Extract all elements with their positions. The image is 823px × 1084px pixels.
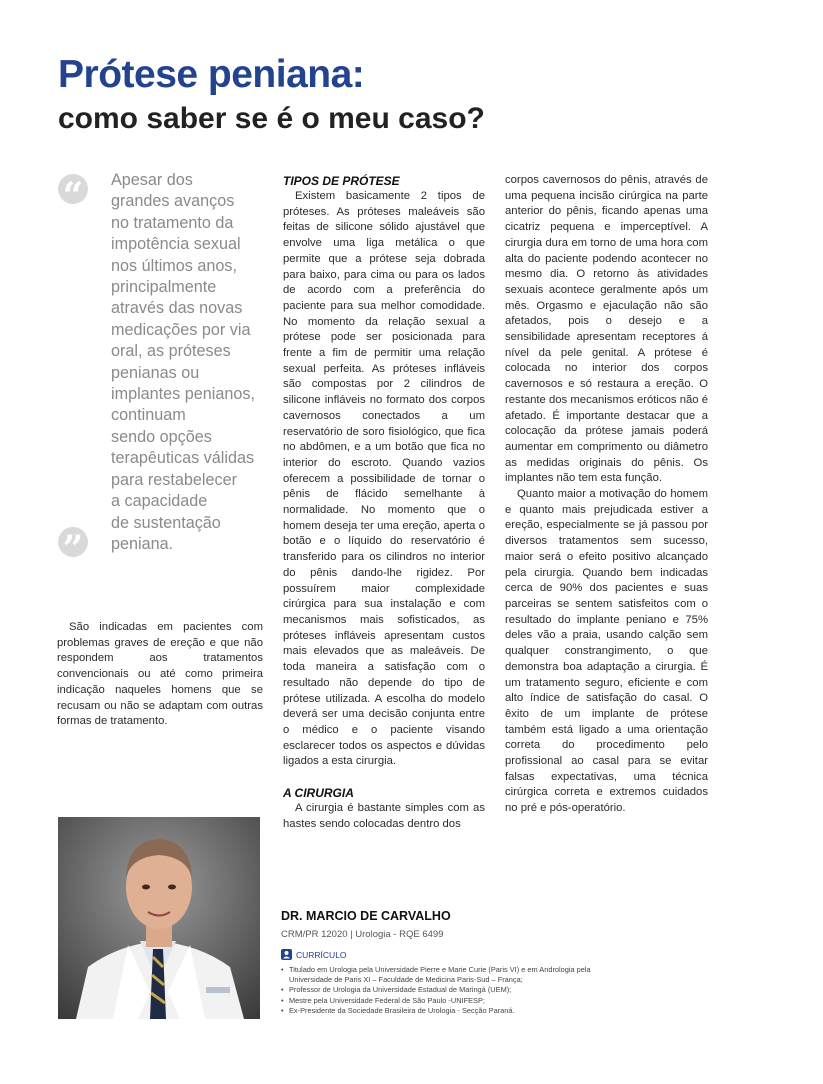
section-heading-surgery: A CIRURGIA (283, 786, 354, 801)
doctor-name: DR. MARCIO DE CARVALHO (281, 909, 451, 923)
motivation-paragraph: Quanto maior a motivação do homem e quanto mais prejudicada estiver a ereção, especialmente se já passou por diversos tratamentos sem sucesso, maior será o efeito positivo alcançado pela cirurgia. Quando bem indicadas cerca de 90% dos pacientes e suas parceiras se sentem satisfeitos com o resultado do implante peniano e 75% deles vão a praia, usando calção sem qualquer constrangimento, o que demonstra boa adaptação a cirurgia. É um tratamento seguro, eficiente e com alto índice de satisfação do casal. O êxito de um implante de prótese também está ligado a uma orientação correta do procedimento pelo profissional ao casal para se evitar falsas expectativas, uma técnica cirúrgica correta e extremos cuidados no pré e pós-operatório. (505, 488, 708, 815)
surgery-paragraph: A cirurgia é bastante simples com as hastes sendo colocadas dentro dos (283, 802, 485, 830)
types-paragraph: Existem basicamente 2 tipos de próteses. As próteses maleáveis são feitas de silicone sólido ajustável que envolve uma liga metálica o que permite que a prótese seja dobrada para baixo, para cima ou para os lados de acordo com a preferência do paciente para sua melhor comodidade. No momento da relação sexual a prótese pode ser posicionada para frente a fim de permitir uma relação sexual perfeita. As próteses infláveis são compostas por 2 cilindros de silicone infláveis no formato dos corpos cavernosos conectados a um reservatório de soro fisiológico, que fica no abdômen, e a um botão que fica no interior do escroto. Quando vazios oferecem a possibilidade de tornar o pênis de flácido semelhante à normalidade. No momento que o homem deseja ter uma ereção, aperta o botão e o líquido do reservatório é transferido para os cilindros no interior do pênis dando-lhe rigidez. Por possuírem maior complexidade cirúrgica para sua instalação e com mecanismos mais sofisticados, as próteses infláveis apresentam custos mais elevados que as maleáveis. De toda maneira a satisfação com o resultado não depende do tipo de prótese utilizada. A escolha do modelo deverá ser uma decisão conjunta entre o médico e o paciente visando esclarecer todos os aspectos e dúvidas ligados a esta cirurgia. (283, 190, 485, 768)
right-column (505, 173, 708, 817)
pull-quote-line: terapêuticas válidas (111, 449, 255, 468)
doctor-portrait-photo (58, 817, 260, 1019)
pull-quote-line: para restabelecer (111, 470, 237, 489)
curriculum-header (281, 949, 347, 960)
pull-quote-line: implantes penianos, (111, 385, 255, 404)
section-heading-types: TIPOS DE PRÓTESE (283, 174, 400, 188)
middle-column (283, 173, 485, 832)
curriculum-item: • Ex-Presidente da Sociedade Brasileira de Urologia - Secção Paraná. (281, 1006, 611, 1016)
open-quote-icon: “ (58, 174, 88, 204)
pull-quote-line: Apesar dos (111, 171, 193, 189)
indications-paragraph: São indicadas em pacientes com problemas graves de ereção e que não respondem aos tratamentos convencionais ou até como primeira indicação naqueles homens que se recusam ou não se adaptam com outras formas de tratamento. (57, 621, 263, 728)
pull-quote-line: grandes avanços (111, 192, 235, 211)
pull-quote-line: no tratamento da (111, 213, 234, 232)
doctor-credentials: CRM/PR 12020 | Urologia - RQE 6499 (281, 929, 444, 940)
pull-quote (111, 170, 271, 555)
pull-quote-line: continuam (111, 406, 186, 425)
left-column (57, 620, 263, 730)
doctor-portrait-illustration (58, 817, 260, 1019)
curriculum-item: • Titulado em Urologia pela Universidade Pierre e Marie Curie (Paris VI) e em Andrologia pela Universidade de Paris XI – Faculdade de Medicina Paris-Sud – França; (281, 965, 611, 985)
pull-quote-line: medicações por via (111, 320, 251, 339)
pull-quote-line: sendo opções (111, 427, 212, 446)
article-subtitle: como saber se é o meu caso? (58, 102, 485, 135)
curriculum-item: • Professor de Urologia da Universidade Estadual de Maringá (UEM); (281, 985, 611, 995)
curriculum-list (281, 965, 611, 1016)
curriculum-item: • Mestre pela Universidade Federal de São Paulo -UNIFESP; (281, 996, 611, 1006)
surgery-continued-paragraph: corpos cavernosos do pênis, através de uma pequena incisão cirúrgica na parte anterior do pênis, ficando apenas uma cicatriz pequena e imperceptível. A cirurgia dura em torno de uma hora com alta do paciente podendo acontecer no mesmo dia. O retorno às atividades sexuais acontece geralmente após um mês. Orgasmo e ejaculação não são afetados, pois o desejo e a sensibilidade apresentam receptores á nível da pele genital. A prótese é colocada no interior dos corpos cavernosos e só restaura a ereção. O restante dos mecanismos eróticos não é afetado. É importante destacar que a colocação da prótese jamais poderá aumentar em comprimento ou diâmetro as medidas originais do pênis. Os implantes não tem esta função. (505, 174, 708, 485)
pull-quote-line: nos últimos anos, (111, 256, 237, 275)
pull-quote-line: penianas ou (111, 363, 200, 382)
pull-quote-line: peniana. (111, 534, 174, 553)
pull-quote-line: através das novas (111, 299, 243, 318)
pull-quote-line: a capacidade (111, 492, 208, 511)
article-title: Prótese peniana: (58, 53, 365, 96)
pull-quote-line: de sustentação (111, 513, 221, 532)
pull-quote-line: principalmente (111, 278, 217, 297)
close-quote-icon: ” (58, 527, 88, 557)
curriculum-label: CURRÍCULO (296, 949, 347, 960)
pull-quote-line: impotência sexual (111, 235, 241, 254)
person-icon (281, 949, 292, 960)
pull-quote-line: oral, as próteses (111, 342, 231, 361)
